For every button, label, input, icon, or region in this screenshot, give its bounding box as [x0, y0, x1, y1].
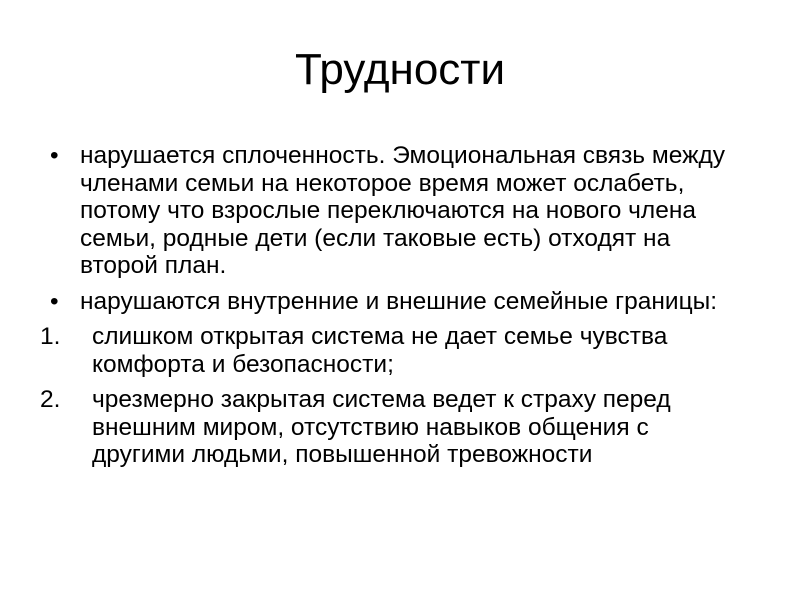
numbered-text: слишком открытая система не дает семье чувства комфорта и безопасности; — [92, 323, 668, 378]
slide-title: Трудности — [294, 45, 506, 94]
bullet-marker: • — [50, 287, 59, 315]
slide-body — [0, 142, 800, 477]
bullet-text: нарушается сплоченность. Эмоциональная связь между членами семьи на некоторое время может ослабеть, потому что взрослые переключаются на нового члена семьи, родные дети (если таковые есть) отходят на второй план. — [80, 142, 726, 279]
bullet-item-cohesion — [0, 142, 800, 280]
numbered-text: чрезмерно закрытая система ведет к страху перед внешним миром, отсутствию навыков общения с другими людьми, повышенной тревожности — [92, 386, 671, 468]
number-marker: 1. — [40, 323, 61, 350]
bullet-marker: • — [50, 142, 59, 169]
bullet-text: нарушаются внутренние и внешние семейные границы: — [80, 287, 718, 315]
bullet-item-boundaries — [0, 288, 800, 316]
numbered-item-closed-system — [0, 386, 800, 469]
number-marker: 2. — [40, 386, 61, 413]
numbered-item-open-system — [0, 323, 800, 378]
